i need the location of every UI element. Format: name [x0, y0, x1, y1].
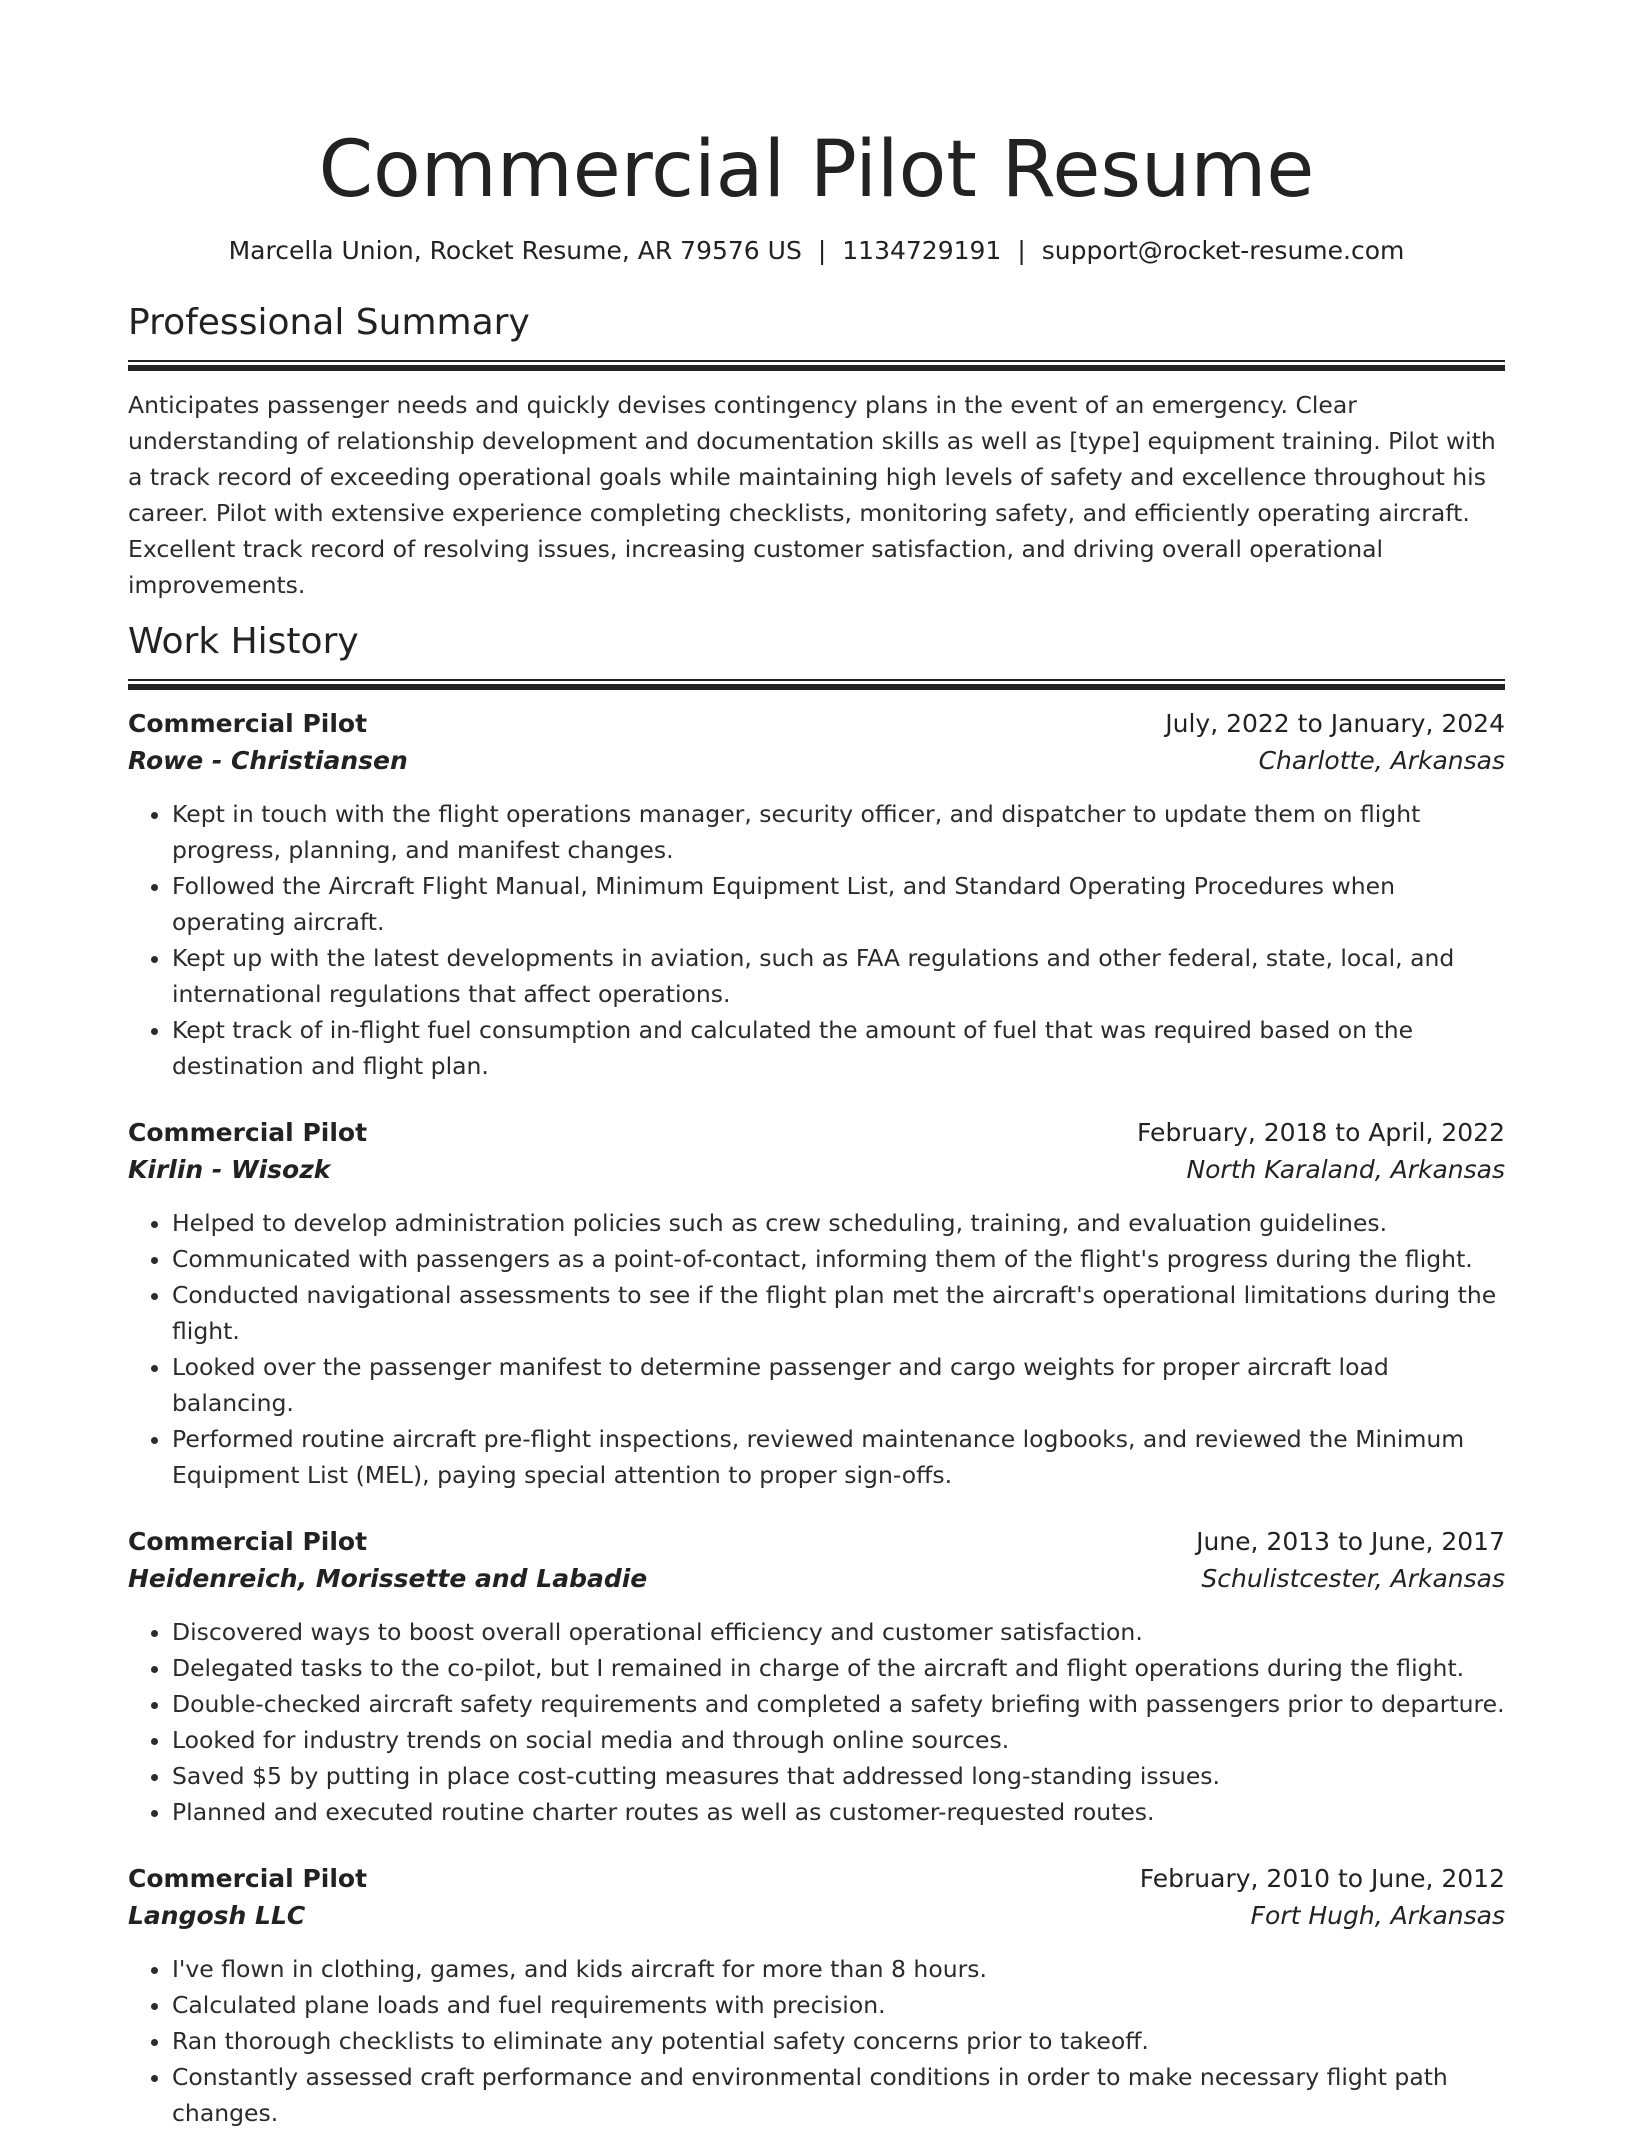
section-heading: Professional Summary [128, 302, 530, 343]
section-divider [128, 679, 1505, 690]
job-bullet: • Delegated tasks to the co-pilot, but I remained in charge of the aircraft and flight operations during the flight. [172, 1650, 1505, 1686]
job-dates: February, 2018 to April, 2022 [1137, 1118, 1505, 1147]
job-bullet: • Followed the Aircraft Flight Manual, Minimum Equipment List, and Standard Operating Procedures when operating aircraft. [172, 868, 1505, 940]
job-bullet: • Double-checked aircraft safety requirements and completed a safety briefing with passengers prior to departure. [172, 1686, 1505, 1722]
job-entry [128, 706, 1505, 1084]
job-bullet: • Kept track of in-flight fuel consumption and calculated the amount of fuel that was required based on the destination and flight plan. [172, 1012, 1505, 1084]
job-bullet: • Constantly assessed craft performance and environmental conditions in order to make necessary flight path changes. [172, 2059, 1505, 2131]
summary-text: Anticipates passenger needs and quickly devises contingency plans in the event of an emergency. Clear understanding of relationship development and documentation skills as well as [type] equipment training. Pilot with a track record of exceeding operational goals while maintaining high levels of safety and excellence throughout his career. Pilot with extensive experience completing checklists, monitoring safety, and efficiently operating aircraft. Excellent track record of resolving issues, increasing customer satisfaction, and driving overall operational improvements. [128, 391, 1496, 599]
job-dates: February, 2010 to June, 2012 [1139, 1864, 1505, 1893]
job-bullet: • Conducted navigational assessments to see if the flight plan met the aircraft's operational limitations during the flight. [172, 1277, 1505, 1349]
section-divider [128, 360, 1505, 371]
job-bullet: • Communicated with passengers as a point-of-contact, informing them of the flight's progress during the flight. [172, 1241, 1505, 1277]
job-bullet: • Looked over the passenger manifest to determine passenger and cargo weights for proper aircraft load balancing. [172, 1349, 1505, 1421]
job-location: Charlotte, Arkansas [1258, 746, 1505, 775]
job-entry [128, 1115, 1505, 1493]
contact-separator: | [817, 236, 827, 265]
job-bullet: • Calculated plane loads and fuel requirements with precision. [172, 1987, 1505, 2023]
job-location: Fort Hugh, Arkansas [1250, 1901, 1505, 1930]
contact-phone: 1134729191 [842, 236, 1002, 265]
job-bullets [128, 796, 1505, 1084]
job-bullet: • Ran thorough checklists to eliminate any potential safety concerns prior to takeoff. [172, 2023, 1505, 2059]
job-company: Kirlin - Wisozk [128, 1155, 331, 1184]
contact-separator: | [1017, 236, 1026, 265]
job-dates: June, 2013 to June, 2017 [1196, 1527, 1505, 1556]
section-heading: Work History [128, 621, 359, 662]
job-company: Rowe - Christiansen [128, 746, 408, 775]
job-bullet: • Performed routine aircraft pre-flight inspections, reviewed maintenance logbooks, and reviewed the Minimum Equipment List (MEL), paying special attention to proper sign-offs. [172, 1421, 1505, 1493]
job-dates: July, 2022 to January, 2024 [1165, 709, 1505, 738]
work-history-section [128, 619, 1505, 2131]
job-bullet: • Kept in touch with the flight operations manager, security officer, and dispatcher to update them on flight progress, planning, and manifest changes. [172, 796, 1505, 868]
resume-title: Commercial Pilot Resume [318, 125, 1315, 215]
job-bullet: • Kept up with the latest developments in aviation, such as FAA regulations and other federal, state, local, and international regulations that affect operations. [172, 940, 1505, 1012]
job-entry [128, 1861, 1505, 2131]
job-bullet: • Discovered ways to boost overall operational efficiency and customer satisfaction. [172, 1614, 1505, 1650]
job-title: Commercial Pilot [128, 1118, 368, 1147]
job-bullets [128, 1614, 1505, 1830]
job-bullet: • Saved $5 by putting in place cost-cutting measures that addressed long-standing issues. [172, 1758, 1505, 1794]
job-company: Langosh LLC [128, 1901, 306, 1930]
job-company: Heidenreich, Morissette and Labadie [128, 1564, 648, 1593]
job-title: Commercial Pilot [128, 1527, 368, 1556]
contact-address: Marcella Union, Rocket Resume, AR 79576 US [228, 236, 802, 265]
job-bullet: • Helped to develop administration policies such as crew scheduling, training, and evaluation guidelines. [172, 1205, 1505, 1241]
job-location: North Karaland, Arkansas [1186, 1155, 1505, 1184]
job-bullets [128, 1951, 1505, 2131]
professional-summary-section [128, 300, 1505, 603]
job-bullet: • I've flown in clothing, games, and kids aircraft for more than 8 hours. [172, 1951, 1505, 1987]
job-title: Commercial Pilot [128, 1864, 368, 1893]
contact-email: support@rocket-resume.com [1041, 236, 1405, 265]
job-entry [128, 1524, 1505, 1830]
job-bullet: • Planned and executed routine charter routes as well as customer-requested routes. [172, 1794, 1505, 1830]
job-bullets [128, 1205, 1505, 1493]
job-title: Commercial Pilot [128, 709, 368, 738]
job-location: Schulistcester, Arkansas [1201, 1564, 1505, 1593]
contact-line [128, 234, 1505, 268]
job-bullet: • Looked for industry trends on social media and through online sources. [172, 1722, 1505, 1758]
